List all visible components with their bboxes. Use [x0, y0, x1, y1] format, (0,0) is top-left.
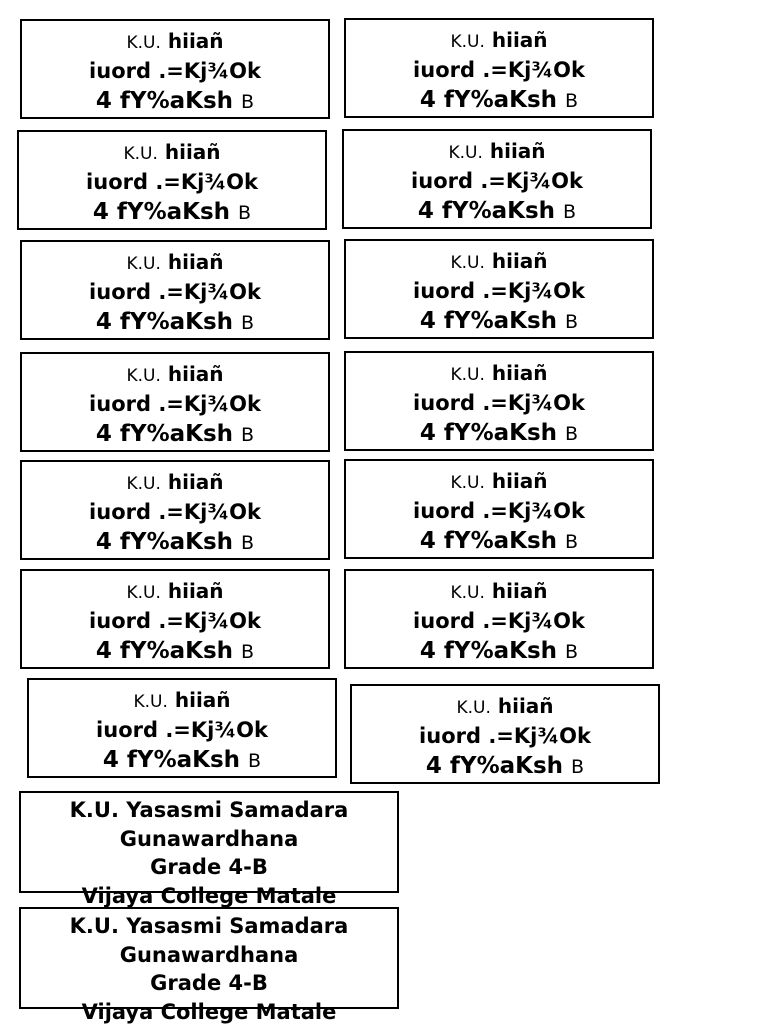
- label-surname: iuord .=Kj¾Ok: [352, 721, 658, 751]
- english-label-school: Vijaya College Matale: [21, 998, 397, 1026]
- label-initials: K.U.: [133, 692, 167, 712]
- label-name: hiiañ: [168, 250, 224, 274]
- label-name: hiiañ: [492, 249, 548, 273]
- label-initials: K.U.: [126, 366, 160, 386]
- english-name-label: [19, 907, 399, 1009]
- label-section: B: [565, 311, 578, 333]
- label-grade: 4 fY%aKsh: [420, 528, 557, 554]
- label-name: hiiañ: [492, 361, 548, 385]
- label-section: B: [565, 531, 578, 553]
- label-section: B: [565, 423, 578, 445]
- label-surname: iuord .=Kj¾Ok: [344, 166, 650, 196]
- label-initials: K.U.: [126, 474, 160, 494]
- label-grade: 4 fY%aKsh: [96, 638, 233, 664]
- label-surname: iuord .=Kj¾Ok: [29, 715, 335, 745]
- label-initials: K.U.: [448, 143, 482, 163]
- label-section: B: [565, 90, 578, 112]
- label-grade: 4 fY%aKsh: [96, 421, 233, 447]
- label-section: B: [241, 312, 254, 334]
- label-initials: K.U.: [123, 144, 157, 164]
- label-grade: 4 fY%aKsh: [418, 198, 555, 224]
- label-surname: iuord .=Kj¾Ok: [22, 56, 328, 86]
- label-initials: K.U.: [126, 583, 160, 603]
- label-initials: K.U.: [450, 473, 484, 493]
- name-label: [27, 678, 337, 778]
- label-surname: iuord .=Kj¾Ok: [22, 277, 328, 307]
- english-label-name: K.U. Yasasmi Samadara: [21, 912, 397, 941]
- label-name: hiiañ: [498, 694, 554, 718]
- label-section: B: [563, 201, 576, 223]
- name-label: [20, 460, 330, 560]
- label-grade: 4 fY%aKsh: [103, 747, 240, 773]
- name-label: [20, 240, 330, 340]
- label-name: hiiañ: [168, 470, 224, 494]
- label-surname: iuord .=Kj¾Ok: [22, 497, 328, 527]
- label-section: B: [241, 532, 254, 554]
- label-surname: iuord .=Kj¾Ok: [346, 388, 652, 418]
- label-name: hiiañ: [492, 28, 548, 52]
- label-grade: 4 fY%aKsh: [420, 87, 557, 113]
- name-label: [20, 352, 330, 452]
- label-initials: K.U.: [450, 365, 484, 385]
- label-grade: 4 fY%aKsh: [96, 88, 233, 114]
- label-initials: K.U.: [456, 698, 490, 718]
- name-label: [344, 569, 654, 669]
- label-section: B: [248, 750, 261, 772]
- label-name: hiiañ: [168, 579, 224, 603]
- english-label-grade: Grade 4-B: [21, 969, 397, 998]
- label-initials: K.U.: [126, 254, 160, 274]
- label-section: B: [241, 641, 254, 663]
- label-grade: 4 fY%aKsh: [420, 420, 557, 446]
- name-label: [350, 684, 660, 784]
- label-grade: 4 fY%aKsh: [420, 308, 557, 334]
- label-section: B: [571, 756, 584, 778]
- name-label: [344, 239, 654, 339]
- label-section: B: [241, 424, 254, 446]
- label-name: hiiañ: [490, 139, 546, 163]
- label-name: hiiañ: [175, 688, 231, 712]
- name-label: [20, 569, 330, 669]
- label-section: B: [565, 641, 578, 663]
- english-label-surname: Gunawardhana: [21, 825, 397, 854]
- label-surname: iuord .=Kj¾Ok: [346, 606, 652, 636]
- label-initials: K.U.: [450, 32, 484, 52]
- label-surname: iuord .=Kj¾Ok: [22, 606, 328, 636]
- label-section: B: [238, 202, 251, 224]
- english-name-label: [19, 791, 399, 893]
- english-label-surname: Gunawardhana: [21, 941, 397, 970]
- label-grade: 4 fY%aKsh: [426, 753, 563, 779]
- name-label: [342, 129, 652, 229]
- label-grade: 4 fY%aKsh: [96, 529, 233, 555]
- label-surname: iuord .=Kj¾Ok: [346, 55, 652, 85]
- label-name: hiiañ: [492, 469, 548, 493]
- label-initials: K.U.: [126, 33, 160, 53]
- name-label: [17, 130, 327, 230]
- english-label-name: K.U. Yasasmi Samadara: [21, 796, 397, 825]
- label-section: B: [241, 91, 254, 113]
- label-initials: K.U.: [450, 583, 484, 603]
- english-label-school: Vijaya College Matale: [21, 882, 397, 911]
- english-label-grade: Grade 4-B: [21, 853, 397, 882]
- name-label: [20, 19, 330, 119]
- label-name: hiiañ: [165, 140, 221, 164]
- label-surname: iuord .=Kj¾Ok: [346, 276, 652, 306]
- label-name: hiiañ: [168, 362, 224, 386]
- label-grade: 4 fY%aKsh: [93, 199, 230, 225]
- name-label: [344, 459, 654, 559]
- label-name: hiiañ: [492, 579, 548, 603]
- label-grade: 4 fY%aKsh: [96, 309, 233, 335]
- label-name: hiiañ: [168, 29, 224, 53]
- label-surname: iuord .=Kj¾Ok: [19, 167, 325, 197]
- label-surname: iuord .=Kj¾Ok: [346, 496, 652, 526]
- name-label: [344, 18, 654, 118]
- name-label: [344, 351, 654, 451]
- label-surname: iuord .=Kj¾Ok: [22, 389, 328, 419]
- label-initials: K.U.: [450, 253, 484, 273]
- label-grade: 4 fY%aKsh: [420, 638, 557, 664]
